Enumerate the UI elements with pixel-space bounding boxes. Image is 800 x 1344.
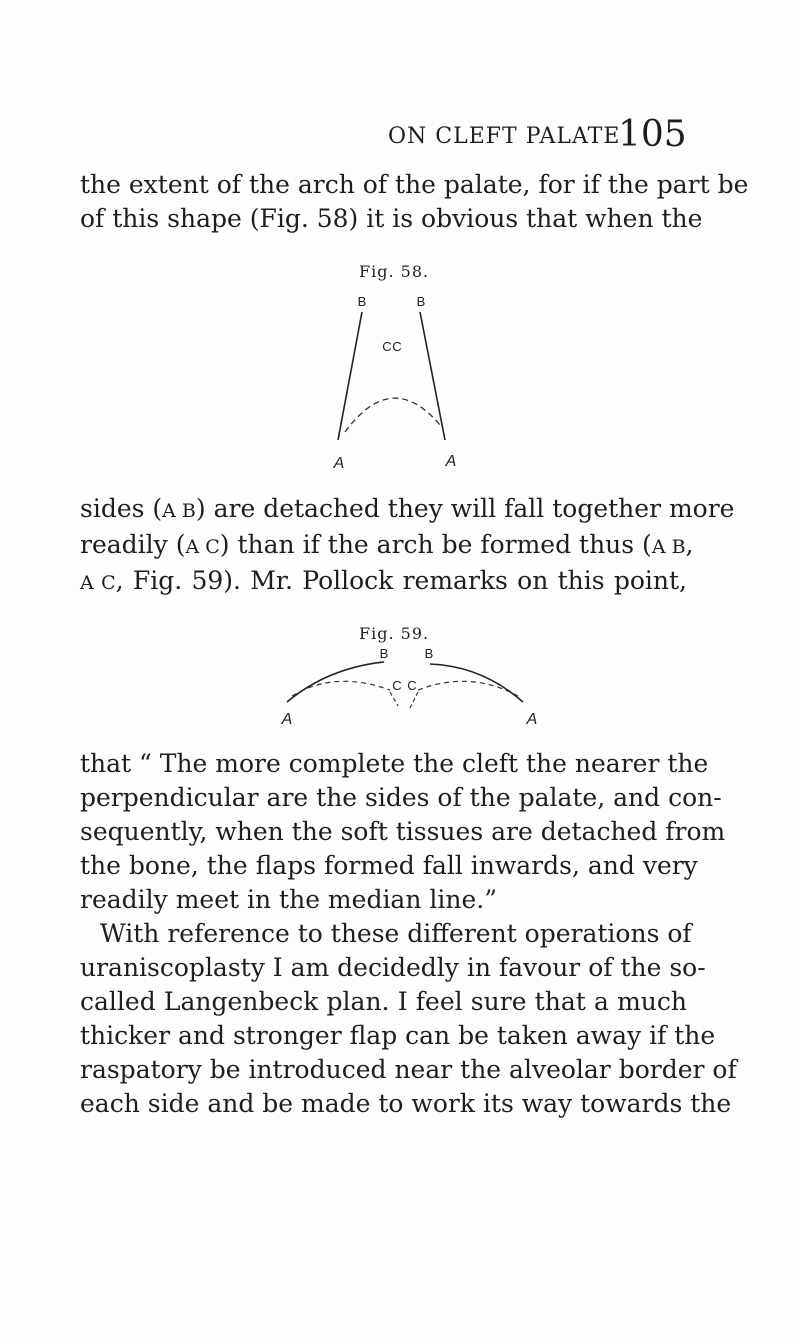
label-b-left: B — [379, 646, 389, 661]
figure-59 — [0, 624, 800, 734]
label-c-left: C — [382, 339, 392, 354]
text-line: of this shape (Fig. 58) it is obvious that when the — [80, 204, 703, 233]
figure-58-diagram — [0, 262, 800, 484]
dashed-curve-right — [418, 681, 518, 696]
dashed-drop-left — [390, 692, 398, 706]
label-a-right: A — [526, 711, 538, 728]
label-a-left: A — [281, 711, 293, 728]
text-line: the bone, the flaps formed fall inwards, and very — [80, 851, 698, 880]
text-line: the extent of the arch of the palate, for if the part be — [80, 170, 749, 199]
paragraph-1 — [80, 168, 749, 236]
label-c-right: C — [407, 678, 417, 693]
page-number: 105 — [618, 114, 687, 155]
label-b-left: B — [357, 294, 367, 309]
paragraph-3 — [80, 747, 726, 917]
page-header — [0, 114, 800, 158]
text-line: thicker and stronger flap can be taken away if the — [80, 1021, 716, 1050]
paragraph-2 — [80, 492, 735, 600]
label-c-right: C — [392, 339, 402, 354]
label-a-right: A — [445, 453, 457, 470]
label-a-left: A — [333, 455, 345, 472]
text-line: each side and be made to work its way towards the — [80, 1089, 732, 1118]
figure-58 — [0, 262, 800, 484]
figure-59-diagram — [0, 624, 800, 734]
figure-caption: Fig. 59. — [359, 624, 430, 643]
text-line: sequently, when the soft tissues are detached from — [80, 817, 726, 846]
side-line-right — [420, 312, 445, 440]
figure-caption: Fig. 58. — [359, 262, 430, 281]
text-line: readily meet in the median line.” — [80, 885, 498, 914]
arch-curve-dashed — [345, 398, 440, 432]
text-line: With reference to these different operations of — [100, 919, 692, 948]
text-line: readily (A C) than if the arch be formed thus (A B, — [80, 530, 694, 559]
text-line: sides (A B) are detached they will fall together more — [80, 494, 735, 523]
side-line-left — [338, 312, 362, 440]
label-b-right: B — [416, 294, 426, 309]
text-line: that “ The more complete the cleft the nearer the — [80, 749, 709, 778]
text-line: raspatory be introduced near the alveolar border of — [80, 1055, 737, 1084]
text-line: perpendicular are the sides of the palate, and con- — [80, 783, 722, 812]
text-line: called Langenbeck plan. I feel sure that a much — [80, 987, 687, 1016]
label-b-right: B — [424, 646, 434, 661]
arch-line-right — [430, 664, 523, 702]
text-line: A C, Fig. 59). Mr. Pollock remarks on this point, — [80, 566, 687, 595]
running-head: ON CLEFT PALATE — [388, 124, 621, 149]
paragraph-4 — [80, 917, 737, 1121]
label-c-left: C — [392, 678, 402, 693]
dashed-drop-right — [410, 692, 418, 708]
text-line: uraniscoplasty I am decidedly in favour of the so- — [80, 953, 706, 982]
